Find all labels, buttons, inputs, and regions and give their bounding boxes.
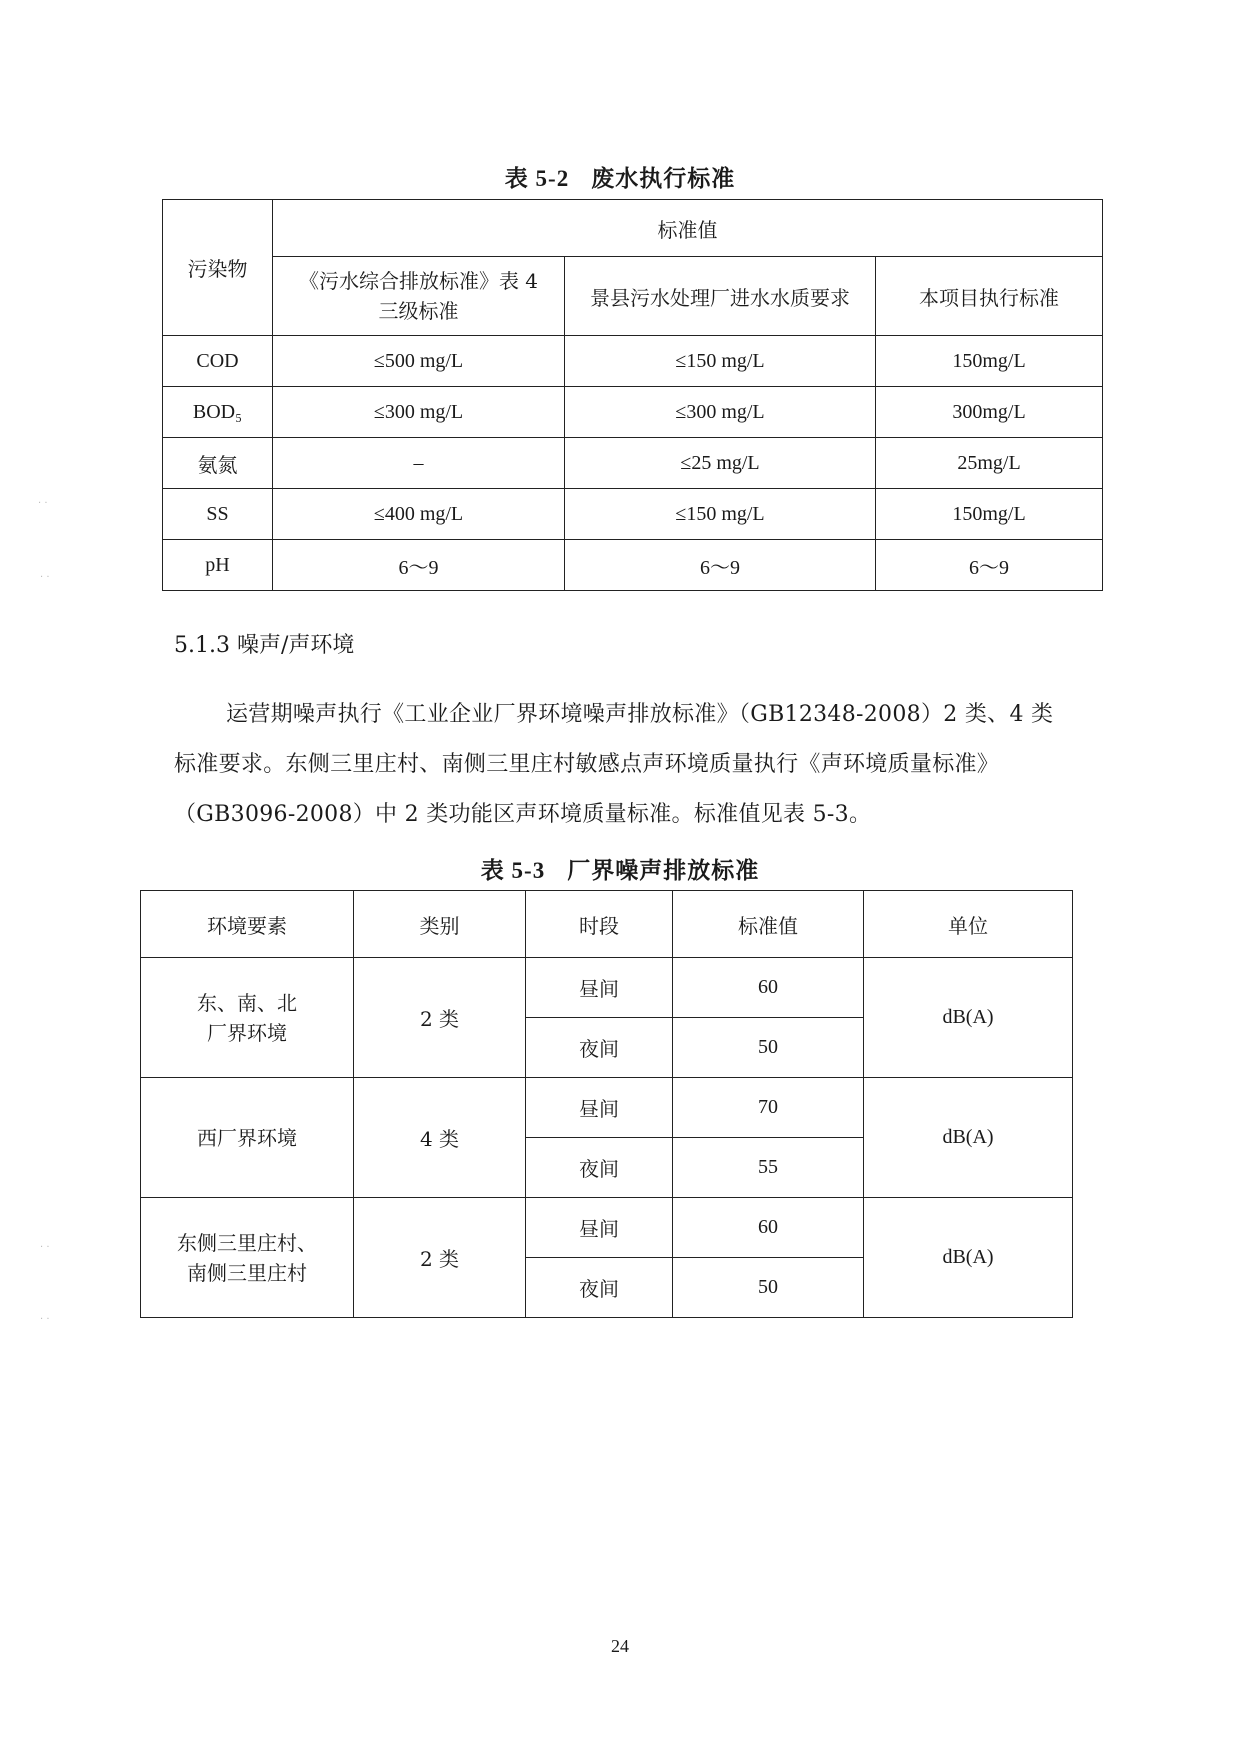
- environment-element: 东、南、北 厂界环境: [141, 958, 354, 1078]
- period-day: 昼间: [526, 1198, 673, 1258]
- table-row: [163, 489, 1103, 540]
- header-pollutant: 污染物: [163, 200, 273, 336]
- category: 4 类: [354, 1078, 526, 1198]
- pollutant-name: COD: [163, 336, 273, 387]
- environment-element: 东侧三里庄村、 南侧三里庄村: [141, 1198, 354, 1318]
- category: 2 类: [354, 1198, 526, 1318]
- standard-value-3: 6～9: [876, 540, 1103, 591]
- pollutant-name: BOD₅: [163, 387, 273, 438]
- header-period: 时段: [526, 891, 673, 958]
- standard-value-3: 25mg/L: [876, 438, 1103, 489]
- table-5-2-caption: [0, 160, 1240, 193]
- noise-standard-paragraph: [174, 690, 1054, 840]
- table-row: [163, 540, 1103, 591]
- header-category: 类别: [354, 891, 526, 958]
- pollutant-name: 氨氮: [163, 438, 273, 489]
- standard-value-1: –: [273, 438, 565, 489]
- standard-value-3: 300mg/L: [876, 387, 1103, 438]
- pollutant-name: SS: [163, 489, 273, 540]
- table-row: [141, 1078, 1073, 1138]
- value-night: 50: [673, 1258, 864, 1318]
- section-heading: 5.1.3 噪声/声环境: [174, 633, 355, 658]
- boundary-noise-table: [140, 890, 1073, 1318]
- value-day: 60: [673, 958, 864, 1018]
- period-day: 昼间: [526, 958, 673, 1018]
- table-row: [141, 958, 1073, 1018]
- scan-speck: · ·: [40, 1314, 50, 1325]
- period-day: 昼间: [526, 1078, 673, 1138]
- wastewater-standard-table: [162, 199, 1103, 591]
- value-day: 60: [673, 1198, 864, 1258]
- header-unit: 单位: [864, 891, 1073, 958]
- value-day: 70: [673, 1078, 864, 1138]
- scan-speck: · ·: [40, 1242, 50, 1253]
- standard-value-2: ≤300 mg/L: [565, 387, 876, 438]
- unit: dB(A): [864, 958, 1073, 1078]
- table-row: [163, 438, 1103, 489]
- header-comprehensive-standard: 《污水综合排放标准》表 4 三级标准: [273, 257, 565, 336]
- environment-element: 西厂界环境: [141, 1078, 354, 1198]
- category: 2 类: [354, 958, 526, 1078]
- period-night: 夜间: [526, 1018, 673, 1078]
- standard-value-1: ≤500 mg/L: [273, 336, 565, 387]
- standard-value-2: 6～9: [565, 540, 876, 591]
- table-5-3-caption-number: 表 5-3: [480, 858, 546, 883]
- table-5-3-caption-title: 厂界噪声排放标准: [567, 857, 760, 884]
- header-project-standard: 本项目执行标准: [876, 257, 1103, 336]
- unit: dB(A): [864, 1198, 1073, 1318]
- table-5-2-caption-number: 表 5-2: [504, 166, 570, 191]
- standard-value-1: ≤300 mg/L: [273, 387, 565, 438]
- unit: dB(A): [864, 1078, 1073, 1198]
- standard-value-3: 150mg/L: [876, 336, 1103, 387]
- period-night: 夜间: [526, 1258, 673, 1318]
- scan-speck: · ·: [40, 572, 50, 583]
- table-5-3-caption: [0, 852, 1240, 885]
- value-night: 55: [673, 1138, 864, 1198]
- period-night: 夜间: [526, 1138, 673, 1198]
- standard-value-3: 150mg/L: [876, 489, 1103, 540]
- value-night: 50: [673, 1018, 864, 1078]
- table-5-2-caption-title: 废水执行标准: [591, 165, 736, 192]
- standard-value-2: ≤25 mg/L: [565, 438, 876, 489]
- table-row: [141, 1198, 1073, 1258]
- header-standard-value: 标准值: [273, 200, 1103, 257]
- header-standard-value: 标准值: [673, 891, 864, 958]
- paragraph-text: 运营期噪声执行《工业企业厂界环境噪声排放标准》（GB12348-2008）2 类、4 类标准要求。东侧三里庄村、南侧三里庄村敏感点声环境质量执行《声环境质量标准》（GB3096-2008）中 2 类功能区声环境质量标准。标准值见表 5-3。: [174, 702, 1054, 827]
- scan-speck: · ·: [38, 498, 48, 509]
- standard-value-2: ≤150 mg/L: [565, 489, 876, 540]
- page-number: 24: [611, 1636, 629, 1656]
- header-environment-element: 环境要素: [141, 891, 354, 958]
- standard-value-2: ≤150 mg/L: [565, 336, 876, 387]
- standard-value-1: 6～9: [273, 540, 565, 591]
- table-row: [163, 387, 1103, 438]
- header-plant-inlet-requirement: 景县污水处理厂进水水质要求: [565, 257, 876, 336]
- pollutant-name: pH: [163, 540, 273, 591]
- table-row: [163, 336, 1103, 387]
- standard-value-1: ≤400 mg/L: [273, 489, 565, 540]
